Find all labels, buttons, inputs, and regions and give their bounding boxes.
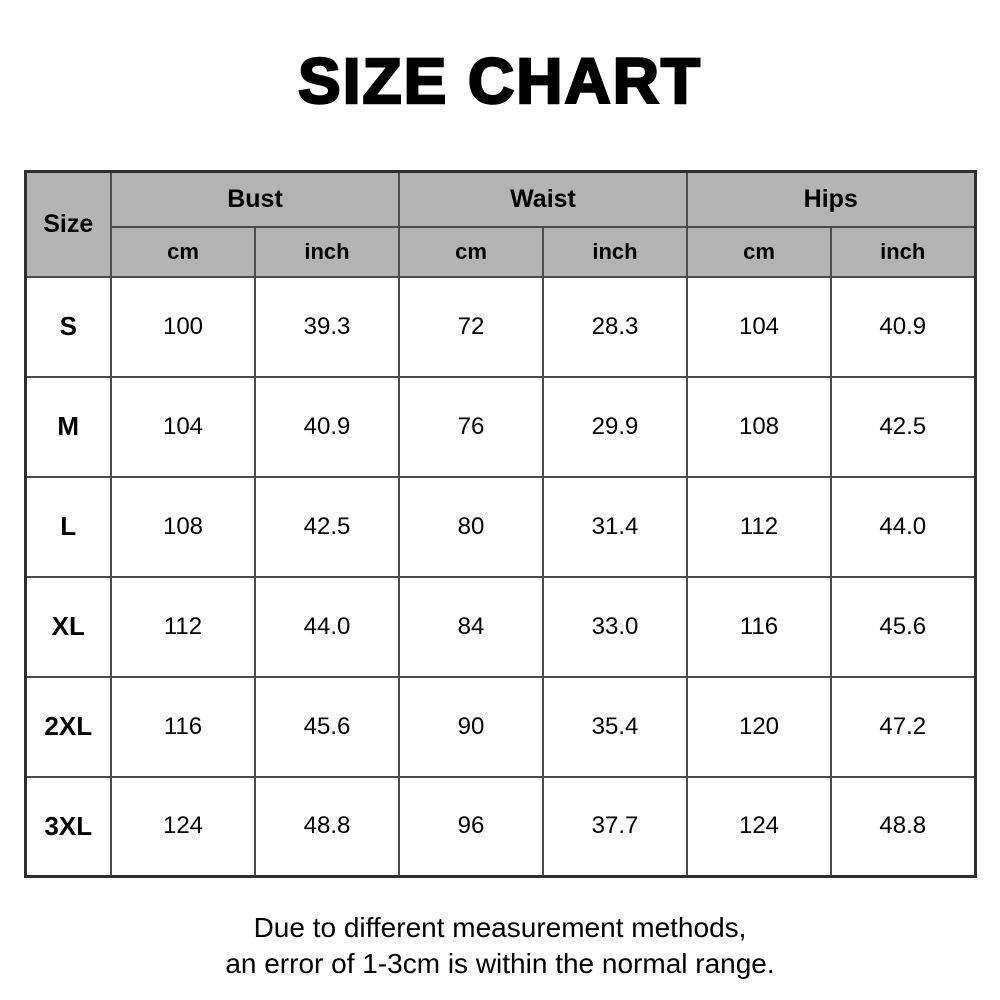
- value-cell: 124: [111, 777, 255, 877]
- measurement-note: [0, 910, 1000, 982]
- value-cell: 42.5: [831, 377, 975, 477]
- value-cell: 31.4: [543, 477, 687, 577]
- value-cell: 96: [399, 777, 543, 877]
- value-cell: 28.3: [543, 277, 687, 377]
- value-cell: 90: [399, 677, 543, 777]
- value-cell: 104: [111, 377, 255, 477]
- page-title: SIZE CHART: [298, 45, 702, 117]
- size-label: M: [25, 377, 111, 477]
- value-cell: 42.5: [255, 477, 399, 577]
- table-row: [25, 477, 975, 577]
- value-cell: 29.9: [543, 377, 687, 477]
- value-cell: 33.0: [543, 577, 687, 677]
- value-cell: 108: [111, 477, 255, 577]
- table-row: [25, 277, 975, 377]
- header-hips-cm: cm: [687, 227, 831, 277]
- value-cell: 44.0: [255, 577, 399, 677]
- header-bust-cm: cm: [111, 227, 255, 277]
- size-label: 3XL: [25, 777, 111, 877]
- value-cell: 120: [687, 677, 831, 777]
- header-bust-inch: inch: [255, 227, 399, 277]
- value-cell: 45.6: [831, 577, 975, 677]
- table-row: [25, 677, 975, 777]
- header-waist-inch: inch: [543, 227, 687, 277]
- header-hips: Hips: [687, 172, 975, 227]
- table-row: [25, 777, 975, 877]
- size-label: 2XL: [25, 677, 111, 777]
- value-cell: 40.9: [255, 377, 399, 477]
- value-cell: 112: [111, 577, 255, 677]
- measurement-note-line1: Due to different measurement methods,: [253, 912, 747, 943]
- table-row: [25, 377, 975, 477]
- value-cell: 76: [399, 377, 543, 477]
- value-cell: 35.4: [543, 677, 687, 777]
- value-cell: 45.6: [255, 677, 399, 777]
- table-header: [25, 172, 975, 277]
- value-cell: 124: [687, 777, 831, 877]
- header-size: Size: [25, 172, 111, 277]
- value-cell: 72: [399, 277, 543, 377]
- value-cell: 40.9: [831, 277, 975, 377]
- value-cell: 104: [687, 277, 831, 377]
- value-cell: 112: [687, 477, 831, 577]
- size-label: L: [25, 477, 111, 577]
- value-cell: 44.0: [831, 477, 975, 577]
- header-waist-cm: cm: [399, 227, 543, 277]
- value-cell: 37.7: [543, 777, 687, 877]
- unit-header-row: [25, 227, 975, 277]
- table-body: [25, 277, 975, 877]
- value-cell: 48.8: [255, 777, 399, 877]
- header-hips-inch: inch: [831, 227, 975, 277]
- table-row: [25, 577, 975, 677]
- value-cell: 80: [399, 477, 543, 577]
- header-waist: Waist: [399, 172, 687, 227]
- group-header-row: [25, 172, 975, 227]
- size-table: [24, 170, 977, 878]
- size-label: XL: [25, 577, 111, 677]
- size-label: S: [25, 277, 111, 377]
- value-cell: 48.8: [831, 777, 975, 877]
- value-cell: 108: [687, 377, 831, 477]
- value-cell: 39.3: [255, 277, 399, 377]
- value-cell: 100: [111, 277, 255, 377]
- value-cell: 47.2: [831, 677, 975, 777]
- measurement-note-line2: an error of 1-3cm is within the normal range.: [225, 948, 775, 979]
- value-cell: 84: [399, 577, 543, 677]
- value-cell: 116: [687, 577, 831, 677]
- value-cell: 116: [111, 677, 255, 777]
- header-bust: Bust: [111, 172, 399, 227]
